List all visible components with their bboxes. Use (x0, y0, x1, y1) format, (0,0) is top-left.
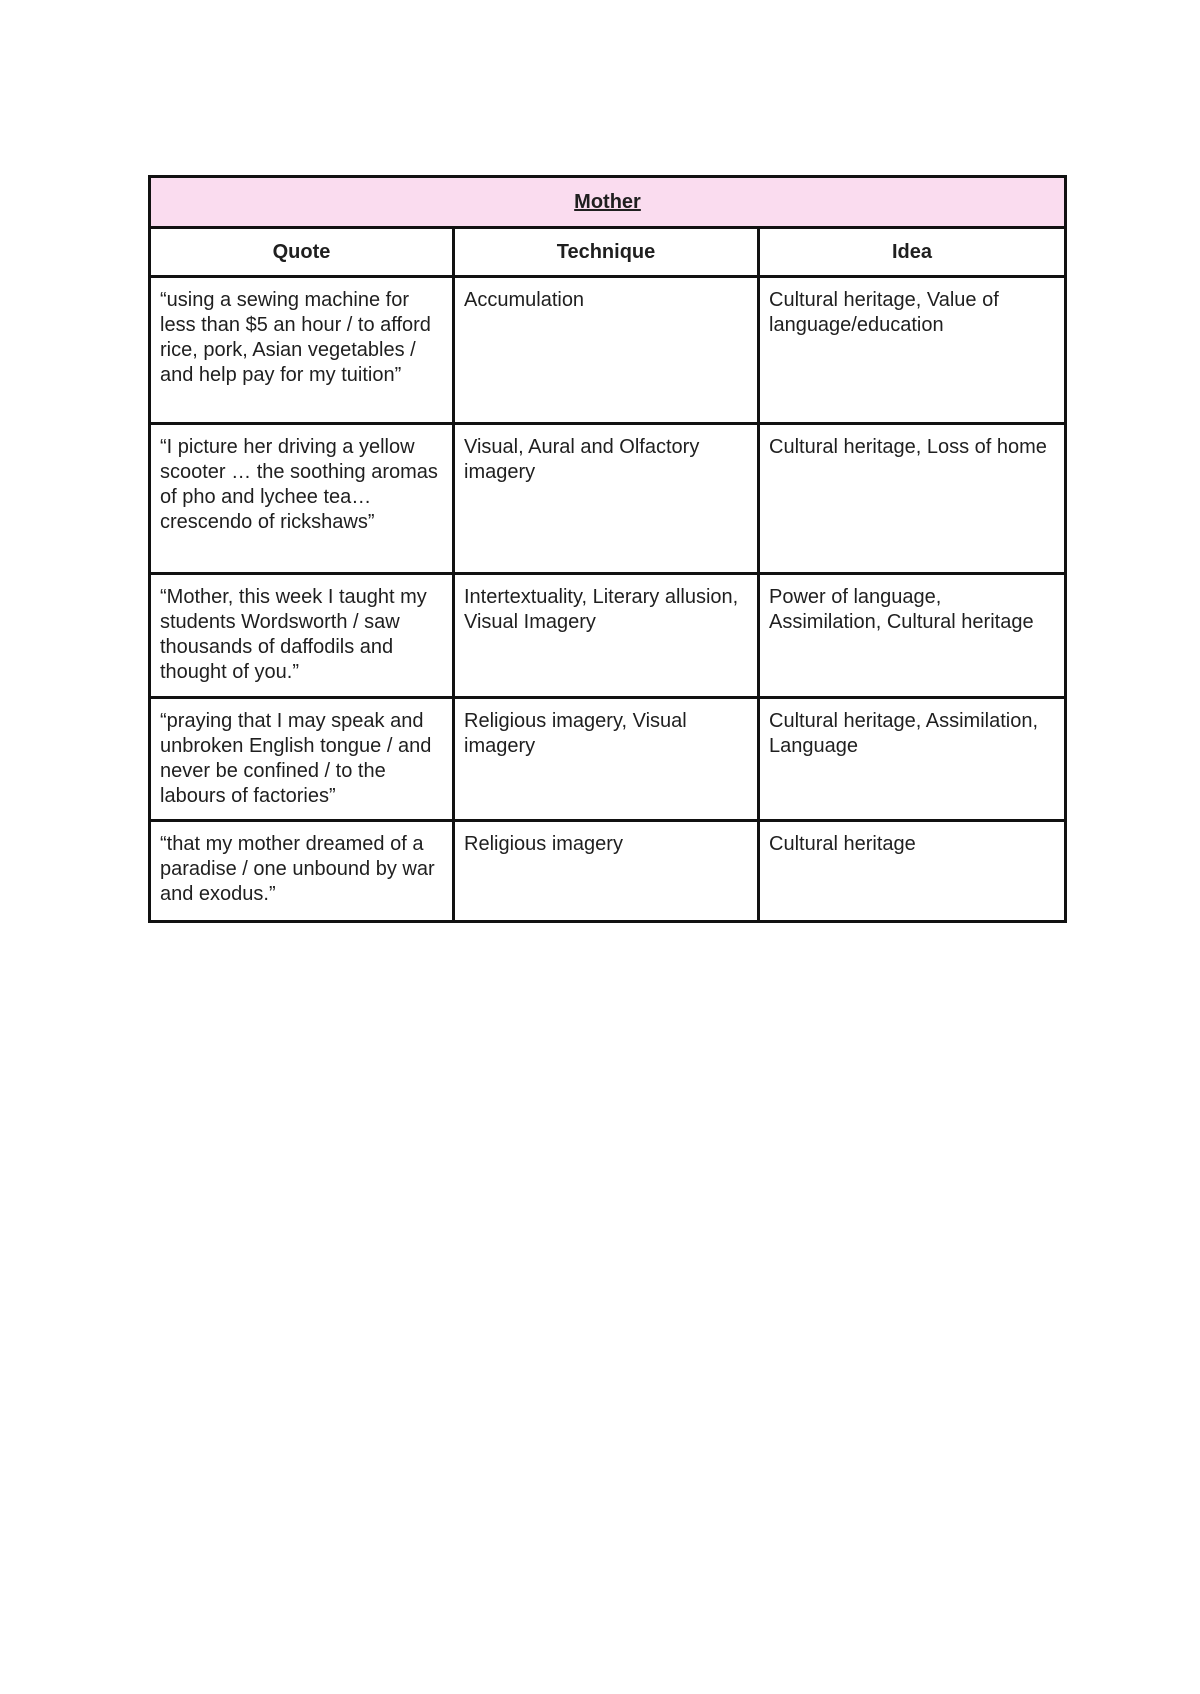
table-title-row (150, 177, 1066, 228)
idea-cell: Power of language, Assimilation, Cultural heritage (759, 574, 1066, 698)
technique-cell: Visual, Aural and Olfactory imagery (454, 424, 759, 574)
technique-cell: Religious imagery, Visual imagery (454, 698, 759, 821)
idea-cell: Cultural heritage, Loss of home (759, 424, 1066, 574)
technique-cell: Intertextuality, Literary allusion, Visual Imagery (454, 574, 759, 698)
analysis-table (148, 175, 1067, 923)
column-header-quote: Quote (150, 228, 454, 277)
technique-cell: Religious imagery (454, 821, 759, 922)
column-header-technique: Technique (454, 228, 759, 277)
table-title: Mother (574, 190, 641, 213)
quote-cell: “Mother, this week I taught my students Wordsworth / saw thousands of daffodils and thought of you.” (150, 574, 454, 698)
quote-cell: “praying that I may speak and unbroken English tongue / and never be confined / to the labours of factories” (150, 698, 454, 821)
table-title-cell (150, 177, 1066, 228)
technique-cell: Accumulation (454, 277, 759, 424)
idea-cell: Cultural heritage, Value of language/education (759, 277, 1066, 424)
table-row (150, 821, 1066, 922)
table-header-row (150, 228, 1066, 277)
idea-cell: Cultural heritage (759, 821, 1066, 922)
idea-cell: Cultural heritage, Assimilation, Language (759, 698, 1066, 821)
table-row (150, 424, 1066, 574)
table-row (150, 277, 1066, 424)
quote-cell: “that my mother dreamed of a paradise / one unbound by war and exodus.” (150, 821, 454, 922)
table-row (150, 698, 1066, 821)
table-row (150, 574, 1066, 698)
quote-cell: “I picture her driving a yellow scooter … the soothing aromas of pho and lychee tea… crescendo of rickshaws” (150, 424, 454, 574)
column-header-idea: Idea (759, 228, 1066, 277)
quote-cell: “using a sewing machine for less than $5 an hour / to afford rice, pork, Asian vegetables / and help pay for my tuition” (150, 277, 454, 424)
